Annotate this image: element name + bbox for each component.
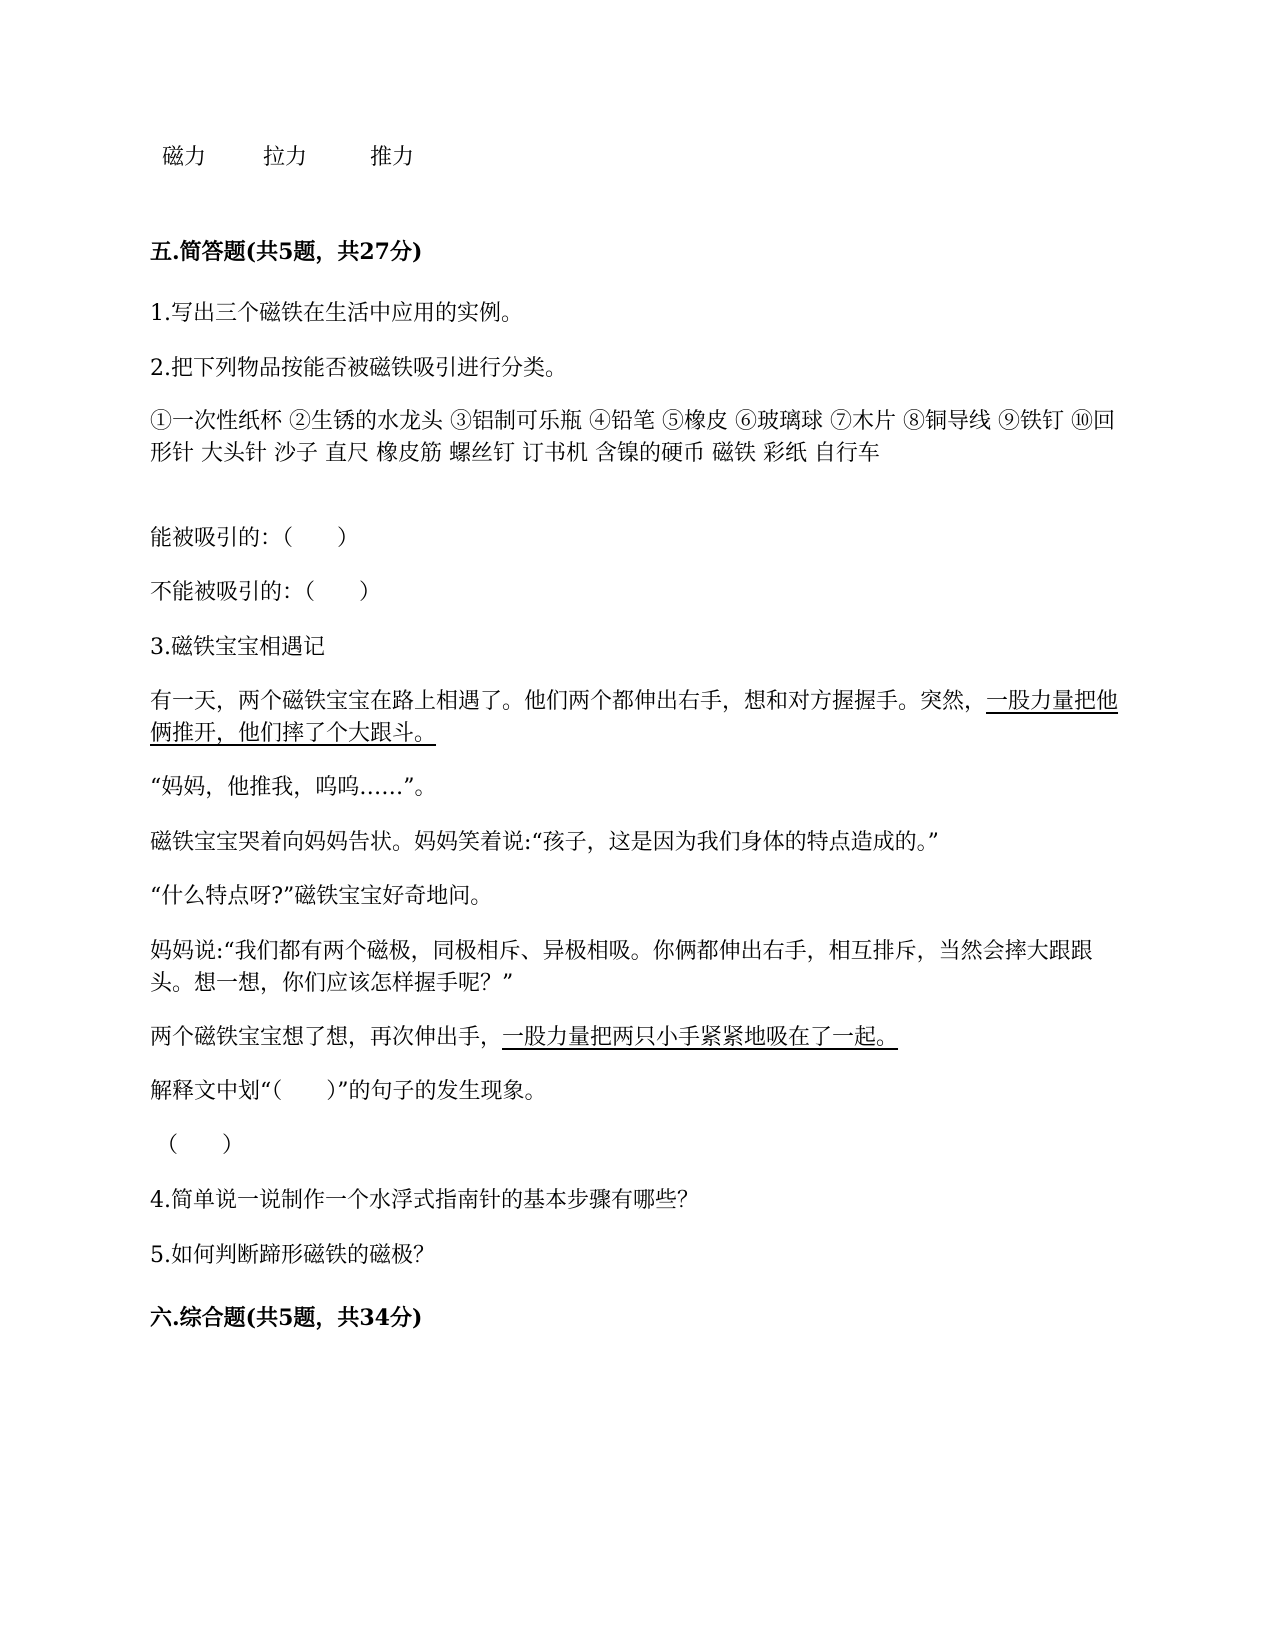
question-1: 1.写出三个磁铁在生活中应用的实例。 (150, 301, 523, 326)
story-paragraph-3: 磁铁宝宝哭着向妈妈告状。妈妈笑着说:“孩子，这是因为我们身体的特点造成的。” (150, 830, 939, 855)
story-paragraph-1 (150, 686, 1125, 750)
story-paragraph-6-text: 两个磁铁宝宝想了想，再次伸出手， (150, 1025, 503, 1050)
story-paragraph-5: 妈妈说:“我们都有两个磁极，同极相斥、异极相吸。你俩都伸出右手，相互排斥，当然会摔大跟跟头。想一想，你们应该怎样握手呢？” (150, 939, 1093, 996)
question-2-items: ①一次性纸杯 ②生锈的水龙头 ③铝制可乐瓶 ④铅笔 ⑤橡皮 ⑥玻璃球 ⑦木片 ⑧铜导线 ⑨铁钉 ⑩回形针 大头针 沙子 直尺 橡皮筋 螺丝钉 订书机 含镍的硬币 磁铁 彩纸 自行车 (150, 409, 1115, 466)
question-2-attracted-answer: 能被吸引的：（ ） (150, 526, 360, 551)
question-2-not-attracted-answer: 不能被吸引的：（ ） (150, 580, 382, 605)
force-options-row (162, 142, 414, 174)
question-3-title: 3.磁铁宝宝相遇记 (150, 635, 325, 660)
option-magnetic-force: 磁力 (162, 145, 207, 170)
option-pulling-force: 拉力 (263, 145, 308, 170)
story-paragraph-1-text: 有一天，两个磁铁宝宝在路上相遇了。他们两个都伸出右手，想和对方握握手。突然， (150, 689, 987, 714)
section5-heading: 五.简答题(共5题，共27分) (150, 239, 423, 265)
question-3-instruction: 解释文中划“（ ）”的句子的发生现象。 (150, 1079, 547, 1104)
story-paragraph-2: “妈妈，他推我，呜呜……”。 (150, 775, 437, 800)
story-paragraph-4: “什么特点呀?”磁铁宝宝好奇地问。 (150, 884, 493, 909)
option-pushing-force: 推力 (370, 145, 415, 170)
question-4: 4.简单说一说制作一个水浮式指南针的基本步骤有哪些？ (150, 1188, 699, 1213)
story-underlined-sentence-1: 一股力量把他俩推开，他们摔了个大跟斗。 (150, 689, 1119, 746)
question-5: 5.如何判断蹄形磁铁的磁极？ (150, 1243, 435, 1268)
question-2-prompt: 2.把下列物品按能否被磁铁吸引进行分类。 (150, 356, 567, 381)
story-underlined-sentence-2: 一股力量把两只小手紧紧地吸在了一起。 (502, 1025, 899, 1050)
story-paragraph-6 (150, 1022, 898, 1054)
section6-heading: 六.综合题(共5题，共34分) (150, 1305, 423, 1331)
question-3-answer-blank: （ ） (156, 1133, 245, 1158)
